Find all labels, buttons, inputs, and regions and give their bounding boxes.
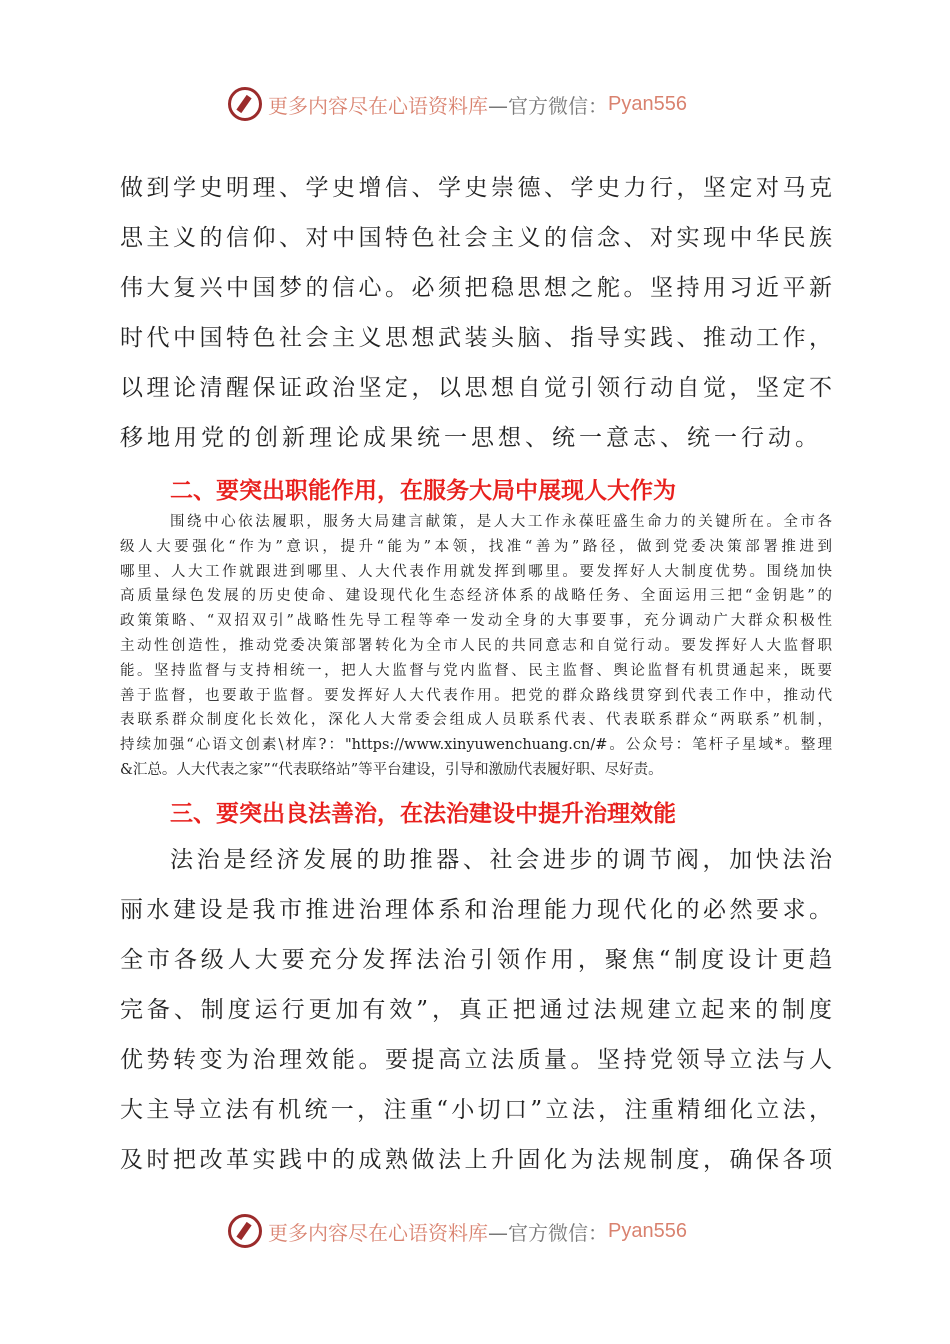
watermark-text: 更多内容尽在心语资料库 xyxy=(268,1220,488,1245)
text-line: 高质量绿色发展的历史使命、建设现代化生态经济体系的战略任务、全面运用三把“金钥匙”的 xyxy=(120,588,832,605)
text-line: 做到学史明理、学史增信、学史崇德、学史力行，坚定对马克 xyxy=(120,175,832,201)
header-watermark xyxy=(228,84,687,124)
section-heading-3: 三、要突出良法善治，在法治建设中提升治理效能 xyxy=(170,801,676,827)
pen-logo-icon xyxy=(228,1214,262,1248)
watermark-text: 更多内容尽在心语资料库 xyxy=(268,93,488,118)
paragraph-2 xyxy=(120,510,832,783)
text-line: 政策策略、“双招双引”战略性先导工程等牵一发动全身的大事要事，充分调动广大群众积极性 xyxy=(120,613,832,630)
text-line: 完备、制度运行更加有效”，真正把通过法规建立起来的制度 xyxy=(120,997,832,1023)
text-line: 伟大复兴中国梦的信心。必须把稳思想之舵。坚持用习近平新 xyxy=(120,275,832,301)
text-line: 时代中国特色社会主义思想武装头脑、指导实践、推动工作， xyxy=(120,325,832,351)
text-line: 表联系群众制度化长效化，深化人大常委会组成人员联系代表、代表联系群众“两联系”机制， xyxy=(120,712,832,729)
watermark-id: Pyan556 xyxy=(608,92,687,115)
text-line: 全市各级人大要充分发挥法治引领作用，聚焦“制度设计更趋 xyxy=(120,947,832,973)
text-line: 能。坚持监督与支持相统一，把人大监督与党内监督、民主监督、舆论监督有机贯通起来，既要 xyxy=(120,662,832,679)
paragraph-3 xyxy=(120,835,832,1185)
text-line: 法治是经济发展的助推器、社会进步的调节阀，加快法治 xyxy=(170,847,832,873)
footer-watermark xyxy=(228,1211,687,1251)
section-heading-2: 二、要突出职能作用，在服务大局中展现人大作为 xyxy=(170,478,676,504)
text-line: 大主导立法有机统一，注重“小切口”立法，注重精细化立法， xyxy=(120,1097,832,1123)
text-line: 围绕中心依法履职，服务大局建言献策，是人大工作永葆旺盛生命力的关键所在。全市各 xyxy=(170,514,832,530)
text-line: 哪里、人大工作就跟进到哪里、人大代表作用就发挥到哪里。要发挥好人大制度优势。围绕加快 xyxy=(120,563,832,580)
text-line: 善于监督，也要敢于监督。要发挥好人大代表作用。把党的群众路线贯穿到代表工作中，推动代 xyxy=(120,687,832,704)
text-line: 思主义的信仰、对中国特色社会主义的信念、对实现中华民族 xyxy=(120,225,832,251)
text-line: 及时把改革实践中的成熟做法上升固化为法规制度，确保各项 xyxy=(120,1147,832,1173)
pen-logo-icon xyxy=(228,87,262,121)
watermark-id: Pyan556 xyxy=(608,1219,687,1242)
text-line: 丽水建设是我市推进治理体系和治理能力现代化的必然要求。 xyxy=(120,897,832,923)
watermark-label: —官方微信： xyxy=(488,93,608,118)
text-line: 级人大要强化“作为”意识，提升“能为”本领，找准“善为”路径，做到党委决策部署推进到 xyxy=(120,538,832,555)
text-line: 主动性创造性，推动党委决策部署转化为全市人民的共同意志和自觉行动。要发挥好人大监督职 xyxy=(120,637,832,654)
text-line: &汇总。人大代表之家”“代表联络站”等平台建设，引导和激励代表履好职、尽好责。 xyxy=(120,761,663,778)
watermark-label: —官方微信： xyxy=(488,1220,608,1245)
text-line: 以理论清醒保证政治坚定，以思想自觉引领行动自觉，坚定不 xyxy=(120,375,832,401)
text-line: 优势转变为治理效能。要提高立法质量。坚持党领导立法与人 xyxy=(120,1047,832,1073)
paragraph-1 xyxy=(120,163,832,463)
text-line: 持续加强“心语文创素\材库?："https://www.xinyuwenchuang.cn/#。公众号：笔杆子星域*。整理 xyxy=(120,737,832,754)
text-line: 移地用党的创新理论成果统一思想、统一意志、统一行动。 xyxy=(120,425,822,451)
